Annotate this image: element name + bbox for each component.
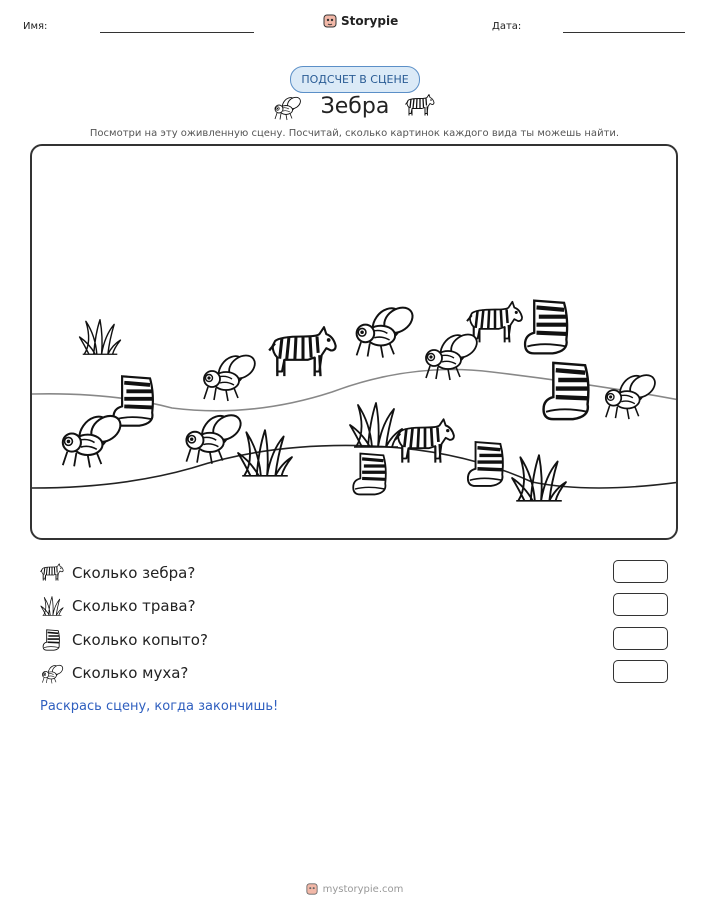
scene-illustration — [32, 146, 678, 540]
hoof-icon — [468, 442, 503, 486]
storypie-logo — [323, 13, 398, 29]
fly-icon — [426, 330, 481, 380]
counting-scene — [30, 144, 678, 540]
zebra-icon — [40, 561, 64, 585]
brand-name: Storypie — [341, 14, 399, 28]
grass-icon — [80, 320, 121, 355]
hoof-icon — [40, 628, 64, 652]
fly-icon — [204, 351, 259, 401]
grass-icon — [512, 455, 566, 501]
storypie-mascot-icon — [323, 13, 337, 29]
instructions: Посмотри на эту оживленную сцену. Посчитай, сколько картинок каждого вида ты можешь найти. — [89, 128, 620, 139]
name-field-line[interactable] — [100, 32, 254, 33]
question-zebra — [40, 560, 195, 586]
hoof-icon — [525, 301, 567, 354]
fly-icon — [357, 302, 418, 357]
zebra-icon — [467, 302, 522, 343]
question-text: Сколько трава? — [72, 597, 196, 615]
storypie-mascot-icon — [306, 882, 318, 896]
zebra-icon — [269, 327, 336, 376]
question-text: Сколько копыто? — [72, 631, 208, 649]
coloring-note: Раскрась сцену, когда закончишь! — [40, 699, 279, 714]
answer-box-fly[interactable] — [613, 660, 668, 683]
fly-icon — [40, 661, 64, 685]
page-title: Зебра — [320, 94, 390, 119]
question-grass — [40, 593, 196, 619]
site-footer — [0, 882, 709, 896]
fly-icon — [272, 93, 302, 121]
question-hoof — [40, 627, 208, 653]
hoof-icon — [544, 363, 589, 419]
answer-box-zebra[interactable] — [613, 560, 668, 583]
answer-box-hoof[interactable] — [613, 627, 668, 650]
answer-box-grass[interactable] — [613, 593, 668, 616]
grass-icon — [40, 594, 64, 618]
grass-icon — [238, 430, 292, 476]
question-text: Сколько муха? — [72, 664, 189, 682]
hoof-icon — [114, 376, 153, 425]
zebra-icon — [405, 93, 435, 119]
date-label: Дата: — [492, 21, 522, 32]
zebra-icon — [395, 419, 454, 462]
date-field-line[interactable] — [563, 32, 685, 33]
fly-icon — [63, 411, 126, 468]
site-url[interactable]: mystorypie.com — [322, 883, 404, 895]
question-text: Сколько зебра? — [72, 564, 196, 582]
question-fly — [40, 660, 188, 686]
hoof-icon — [353, 454, 386, 495]
worksheet-type-badge: ПОДСЧЕТ В СЦЕНЕ — [290, 66, 420, 93]
grass-icon — [350, 403, 402, 447]
name-label: Имя: — [23, 21, 48, 32]
